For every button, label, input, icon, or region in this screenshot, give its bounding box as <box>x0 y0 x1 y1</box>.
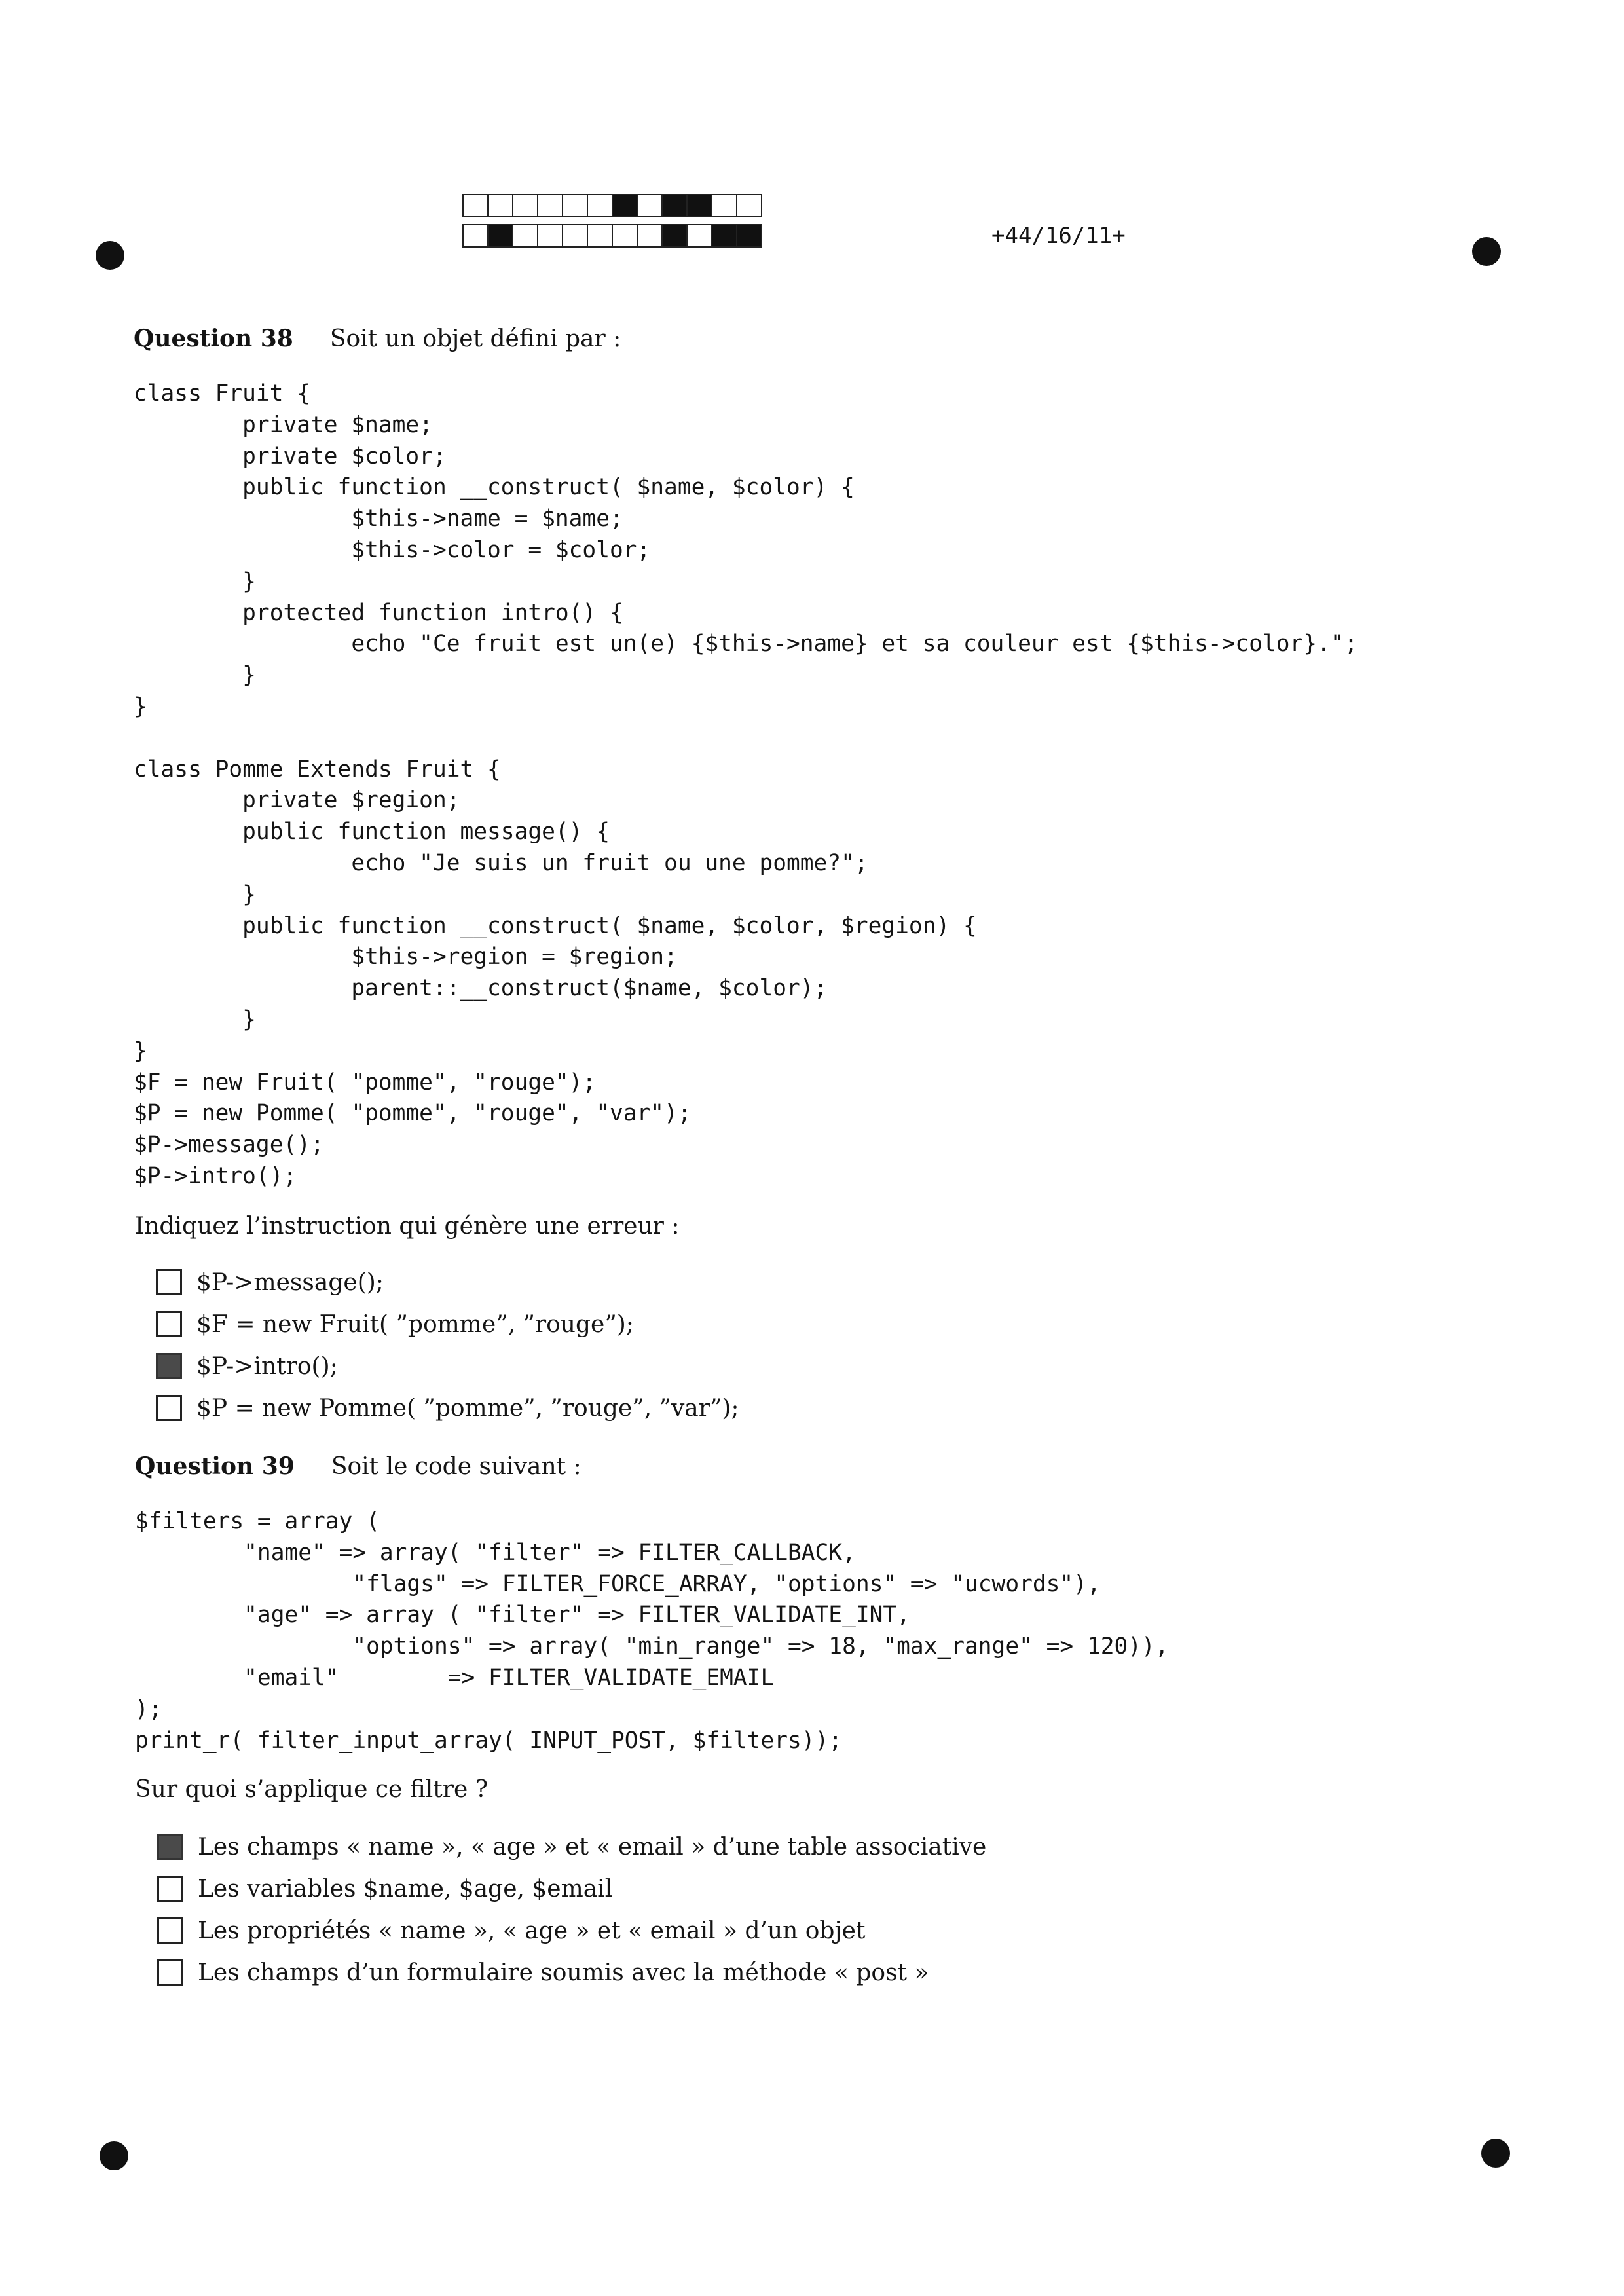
barcode-cell <box>487 224 513 248</box>
barcode-cell <box>462 224 489 248</box>
barcode-cell <box>487 194 513 217</box>
answer-checkbox[interactable] <box>157 1959 183 1986</box>
answer-checkbox[interactable] <box>157 1917 183 1944</box>
barcode-cell <box>612 194 638 217</box>
question-39-options <box>157 1826 986 1993</box>
barcode-cell <box>711 224 737 248</box>
answer-checkbox[interactable] <box>156 1269 182 1295</box>
barcode-cell <box>612 224 638 248</box>
barcode-cell <box>711 194 737 217</box>
barcode-cell <box>462 194 489 217</box>
registration-mark-bottom-left <box>100 2141 128 2170</box>
registration-mark-top-left <box>96 241 124 270</box>
barcode-cell <box>686 224 712 248</box>
answer-label: Les champs d’un formulaire soumis avec la méthode « post » <box>198 1959 929 1986</box>
answer-option[interactable] <box>157 1868 986 1910</box>
barcode-cell <box>661 194 688 217</box>
answer-option[interactable] <box>156 1261 739 1303</box>
barcode-cell <box>562 224 588 248</box>
barcode-cell <box>587 224 613 248</box>
answer-checkbox[interactable] <box>156 1395 182 1421</box>
answer-label: Les propriétés « name », « age » et « email » d’un objet <box>198 1917 866 1944</box>
answer-option[interactable] <box>156 1345 739 1387</box>
answer-option[interactable] <box>156 1387 739 1429</box>
answer-label: $P->intro(); <box>196 1352 338 1380</box>
answer-option[interactable] <box>157 1910 986 1952</box>
barcode-cell <box>661 224 688 248</box>
barcode-cell <box>537 194 563 217</box>
answer-checkbox[interactable] <box>156 1311 182 1337</box>
answer-option[interactable] <box>157 1952 986 1993</box>
answer-checkbox[interactable] <box>156 1353 182 1379</box>
answer-label: Les variables $name, $age, $email <box>198 1875 613 1902</box>
barcode-cell <box>736 224 762 248</box>
answer-checkbox[interactable] <box>157 1834 183 1860</box>
barcode-cell <box>587 194 613 217</box>
registration-mark-bottom-right <box>1481 2139 1510 2168</box>
page-id: +44/16/11+ <box>991 223 1126 249</box>
question-38-prompt: Indiquez l’instruction qui génère une erreur : <box>135 1213 680 1240</box>
registration-mark-top-right <box>1472 237 1501 266</box>
answer-label: $P->message(); <box>196 1268 384 1296</box>
barcode-cell <box>512 194 538 217</box>
answer-label: $P = new Pomme( ”pomme”, ”rouge”, ”var”); <box>196 1394 739 1422</box>
barcode-cell <box>637 224 663 248</box>
barcode-cell <box>686 194 712 217</box>
barcode-cell <box>562 194 588 217</box>
answer-checkbox[interactable] <box>157 1876 183 1902</box>
answer-option[interactable] <box>157 1826 986 1868</box>
answer-option[interactable] <box>156 1303 739 1345</box>
barcode-row-1 <box>462 194 761 217</box>
question-39-code: $filters = array ( "name" => array( "filter" => FILTER_CALLBACK, "flags" => FILTER_FORCE_ARRAY, "options" => "ucwords"), "age" => array ( "filter" => FILTER_VALIDATE_INT, "options" => array( "min_range" => 18, "max_range" => 120)), "email" => FILTER_VALIDATE_EMAIL ); print_r( filter_input_array( INPUT_POST, $filters)); <box>135 1508 1169 1754</box>
barcode-cell <box>512 224 538 248</box>
question-intro: Soit le code suivant : <box>331 1453 581 1480</box>
answer-label: Les champs « name », « age » et « email » d’une table associative <box>198 1833 987 1861</box>
barcode-cell <box>637 194 663 217</box>
question-number: Question 38 <box>134 325 293 352</box>
barcode-cell <box>537 224 563 248</box>
question-38-options <box>156 1261 739 1429</box>
barcode-cell <box>736 194 762 217</box>
question-39-prompt: Sur quoi s’applique ce filtre ? <box>135 1776 488 1803</box>
question-38-code: class Fruit { private $name; private $color; public function __construct( $name, $color) { $this->name = $name; $this->color = $color; } protected function intro() { echo "Ce fruit est un(e) {$this->name} et sa couleur est {$this->color}."; } } class Pomme Extends Fruit { private $region; public function message() { echo "Je suis un fruit ou une pomme?"; } public function __construct( $name, $color, $region) { $this->region = $region; parent::__construct($name, $color); } } $F = new Fruit( "pomme", "rouge"); $P = new Pomme( "pomme", "rouge", "var"); $P->message(); $P->intro(); <box>134 380 1358 1189</box>
answer-label: $F = new Fruit( ”pomme”, ”rouge”); <box>196 1310 634 1338</box>
question-38-title <box>134 325 621 352</box>
question-number: Question 39 <box>135 1453 295 1480</box>
question-39-title <box>135 1453 581 1480</box>
barcode-row-2 <box>462 224 761 248</box>
question-intro: Soit un objet défini par : <box>329 325 621 352</box>
